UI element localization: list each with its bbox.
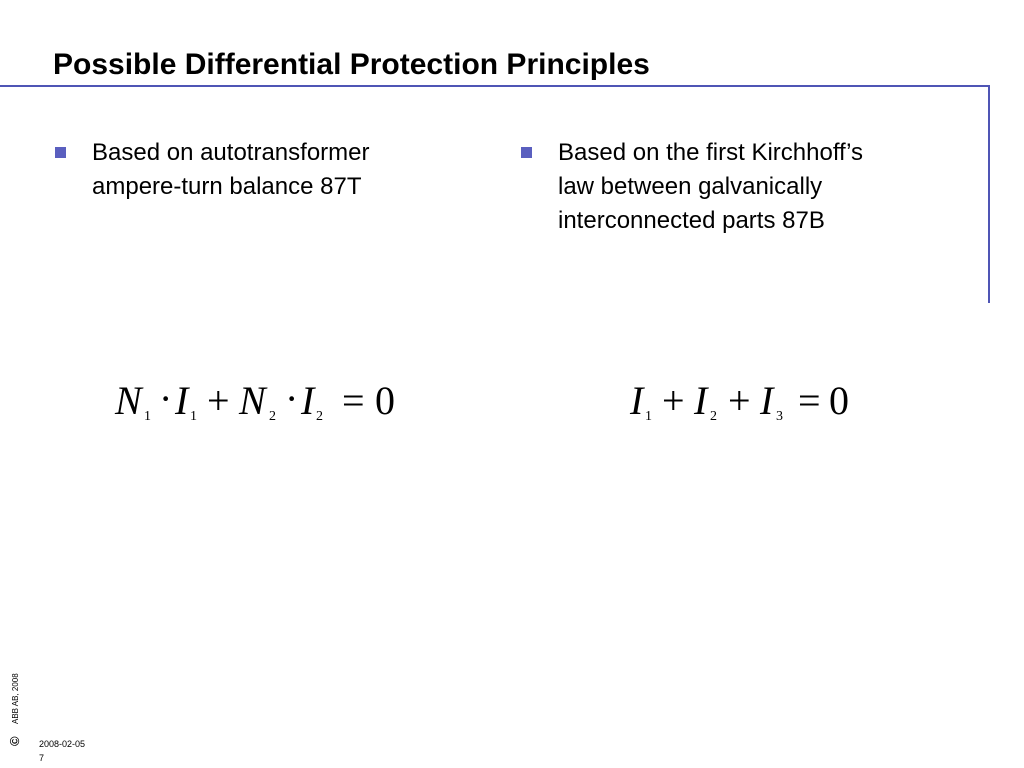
formula-kirchhoff-current-law: [622, 372, 862, 432]
svg-text:=: =: [798, 378, 821, 423]
svg-text:N: N: [239, 378, 266, 423]
title-underline-rule: [0, 85, 990, 87]
svg-text:=: =: [342, 378, 365, 423]
copyright-symbol: ©: [7, 736, 22, 746]
svg-text:1: 1: [144, 409, 151, 424]
formula-ampere-turn-balance: [110, 372, 410, 432]
left-column: [55, 136, 455, 204]
bullet-item-87t: [55, 136, 455, 204]
svg-text:I: I: [301, 378, 315, 423]
svg-text:I: I: [630, 378, 644, 423]
copyright-notice: [2, 660, 26, 750]
copyright-text: ABB AB, 2008: [11, 673, 20, 724]
svg-text:1: 1: [190, 409, 197, 424]
svg-text:2: 2: [269, 409, 276, 424]
page-number: 7: [39, 753, 45, 763]
svg-text:I: I: [760, 378, 774, 423]
square-bullet-icon: [55, 147, 66, 158]
bullet-item-87b: [521, 136, 941, 238]
svg-text:0: 0: [375, 378, 395, 423]
footer-date: 2008-02-05: [39, 739, 86, 749]
right-column: [521, 136, 941, 238]
svg-text:2: 2: [710, 409, 717, 424]
svg-text:·: ·: [285, 376, 299, 421]
svg-text:·: ·: [159, 376, 173, 421]
svg-text:1: 1: [645, 409, 652, 424]
right-edge-rule: [988, 85, 990, 303]
svg-text:I: I: [694, 378, 708, 423]
bullet-text-87b: Based on the first Kirchhoff’s law between galvanically interconnected parts 87B: [558, 139, 864, 234]
svg-text:+: +: [662, 378, 685, 423]
svg-text:2: 2: [316, 409, 323, 424]
svg-text:3: 3: [776, 409, 783, 424]
svg-text:0: 0: [829, 378, 849, 423]
slide-title: Possible Differential Protection Principles: [53, 48, 650, 81]
svg-text:N: N: [115, 378, 142, 423]
bullet-text-87t: Based on autotransformer ampere-turn balance 87T: [92, 139, 370, 200]
square-bullet-icon: [521, 147, 532, 158]
svg-text:+: +: [728, 378, 751, 423]
svg-text:+: +: [207, 378, 230, 423]
svg-text:I: I: [175, 378, 189, 423]
